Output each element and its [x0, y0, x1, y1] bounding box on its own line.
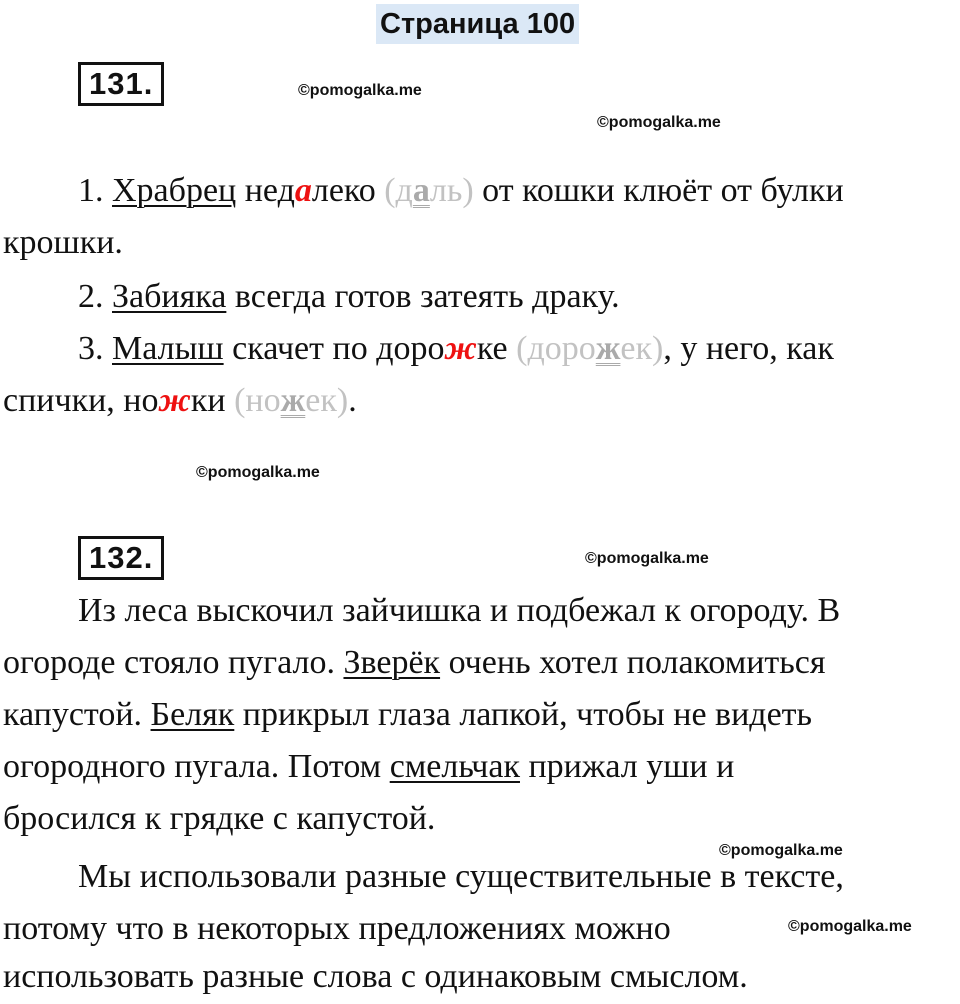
- text-line: потому что в некоторых предложениях можно: [3, 910, 671, 947]
- text-line: капустой. Беляк прикрыл глаза лапкой, чтобы не видеть: [3, 696, 813, 733]
- watermark: ©pomogalka.me: [585, 550, 709, 567]
- watermark: ©pomogalka.me: [788, 918, 912, 935]
- text-line: Из леса выскочил зайчишка и подбежал к огороду. В: [78, 592, 841, 629]
- watermark: ©pomogalka.me: [597, 114, 721, 131]
- watermark: ©pomogalka.me: [298, 82, 422, 99]
- inserted-letter: а: [294, 172, 312, 209]
- check-word-hint: (дорожек): [516, 330, 664, 367]
- check-word-hint: (ножек): [234, 382, 349, 419]
- exercise-number-132: [78, 536, 164, 580]
- inserted-letter: ж: [158, 382, 191, 419]
- sentence-3-continued: спички, ножки (ножек).: [3, 382, 357, 419]
- synonym-word: смельчак: [389, 748, 520, 785]
- subject-word: Малыш: [112, 330, 224, 367]
- text-line: использовать разные слова с одинаковым смыслом.: [3, 958, 748, 995]
- subject-word: Храбрец: [112, 172, 237, 209]
- exercise-number-131: [78, 62, 164, 106]
- watermark: ©pomogalka.me: [196, 464, 320, 481]
- sentence-1: 1. Храбрец недалеко (даль) от кошки клюёт от булки: [78, 172, 844, 209]
- subject-word: Забияка: [112, 278, 227, 315]
- sentence-1-continued: крошки.: [3, 224, 123, 261]
- text-line: бросился к грядке с капустой.: [3, 800, 436, 837]
- text-line: Мы использовали разные существительные в тексте,: [78, 858, 844, 895]
- inserted-letter: ж: [444, 330, 477, 367]
- synonym-word: Беляк: [150, 696, 235, 733]
- sentence-2: 2. Забияка всегда готов затеять драку.: [78, 278, 620, 315]
- sentence-3: 3. Малыш скачет по дорожке (дорожек), у него, как: [78, 330, 834, 367]
- exercise-number-dot: .: [143, 66, 154, 101]
- watermark: ©pomogalka.me: [719, 842, 843, 859]
- text-line: огороде стояло пугало. Зверёк очень хотел полакомиться: [3, 644, 826, 681]
- page-title: Страница 100: [376, 4, 579, 44]
- exercise-number-value: 132: [89, 540, 144, 575]
- exercise-number-value: 131: [89, 66, 144, 101]
- synonym-word: Зверёк: [343, 644, 441, 681]
- check-word-hint: (даль): [384, 172, 474, 209]
- text-line: огородного пугала. Потом смельчак прижал уши и: [3, 748, 735, 785]
- exercise-number-dot: .: [143, 540, 154, 575]
